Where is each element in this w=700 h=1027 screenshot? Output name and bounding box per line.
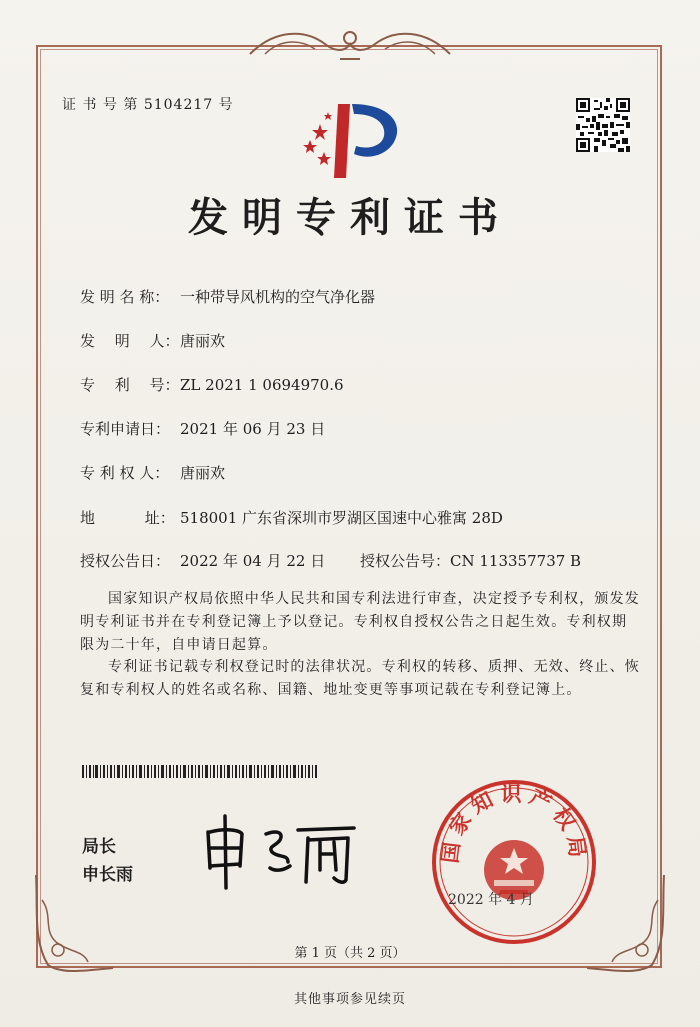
- page-number: 第 1 页（共 2 页）: [294, 946, 406, 961]
- field-inventor: [80, 330, 225, 351]
- certificate-number-label: 证 书 号 第: [62, 97, 139, 113]
- field-filing-date: [80, 418, 325, 439]
- certificate-number: [62, 94, 234, 114]
- statement-paragraph-1: 国家知识产权局依照中华人民共和国专利法进行审查，决定授予专利权，颁发发明专利证书并在专利登记簿上予以登记。专利权自授权公告之日起生效。专利权期限为二十年，自申请日起算。: [80, 591, 640, 653]
- field-grant-date: [80, 550, 325, 571]
- field-value: 2021 年 06 月 23 日: [180, 420, 326, 438]
- field-label: 授权公告日：: [80, 552, 171, 570]
- field-value: 2022 年 04 月 22 日: [180, 552, 326, 570]
- svg-text:国家知识产权局: 国家知识产权局: [437, 782, 591, 865]
- field-label: 授权公告号：: [360, 552, 451, 570]
- continuation-note: 其他事项参见续页: [293, 992, 406, 1007]
- field-value: 一种带导风机构的空气净化器: [180, 288, 376, 306]
- top-ornament: [245, 24, 455, 64]
- field-label: 发 明 名 称：: [80, 288, 170, 306]
- director-name: 申长雨: [82, 865, 133, 885]
- bottom-left-ornament: [28, 870, 118, 980]
- field-grant-number: [360, 550, 581, 571]
- official-seal: [430, 778, 598, 946]
- field-label: 发 明 人：: [80, 332, 180, 350]
- field-invention-name: [80, 286, 375, 307]
- certificate-number-value: 5104217 号: [143, 97, 234, 113]
- field-label: 地 址：: [80, 509, 175, 527]
- qr-code: [576, 98, 630, 152]
- field-value: 唐丽欢: [180, 464, 226, 482]
- handwritten-signature: [196, 810, 366, 890]
- field-value: CN 113357737 B: [450, 552, 582, 570]
- certificate-title: 发明专利证书: [188, 195, 512, 241]
- field-label: 专利申请日：: [80, 420, 171, 438]
- seal-date: 2022 年 4 月: [448, 892, 534, 908]
- field-value: 唐丽欢: [180, 332, 226, 350]
- director-title: 局长: [82, 837, 116, 857]
- field-address: [80, 507, 503, 528]
- field-value: ZL 2021 1 0694970.6: [180, 376, 344, 394]
- barcode: [82, 765, 317, 778]
- field-label: 专 利 号：: [80, 376, 180, 394]
- statement-paragraph-2: 专利证书记载专利权登记时的法律状况。专利权的转移、质押、无效、终止、恢复和专利权人的姓名或名称、国籍、地址变更等事项记载在专利登记簿上。: [80, 659, 640, 698]
- field-label: 专 利 权 人：: [80, 464, 170, 482]
- field-patentee: [80, 462, 225, 483]
- field-patent-number: [80, 374, 344, 395]
- field-value: 518001 广东省深圳市罗湖区国速中心雅寓 28D: [180, 509, 503, 527]
- cnipa-logo: [298, 94, 404, 182]
